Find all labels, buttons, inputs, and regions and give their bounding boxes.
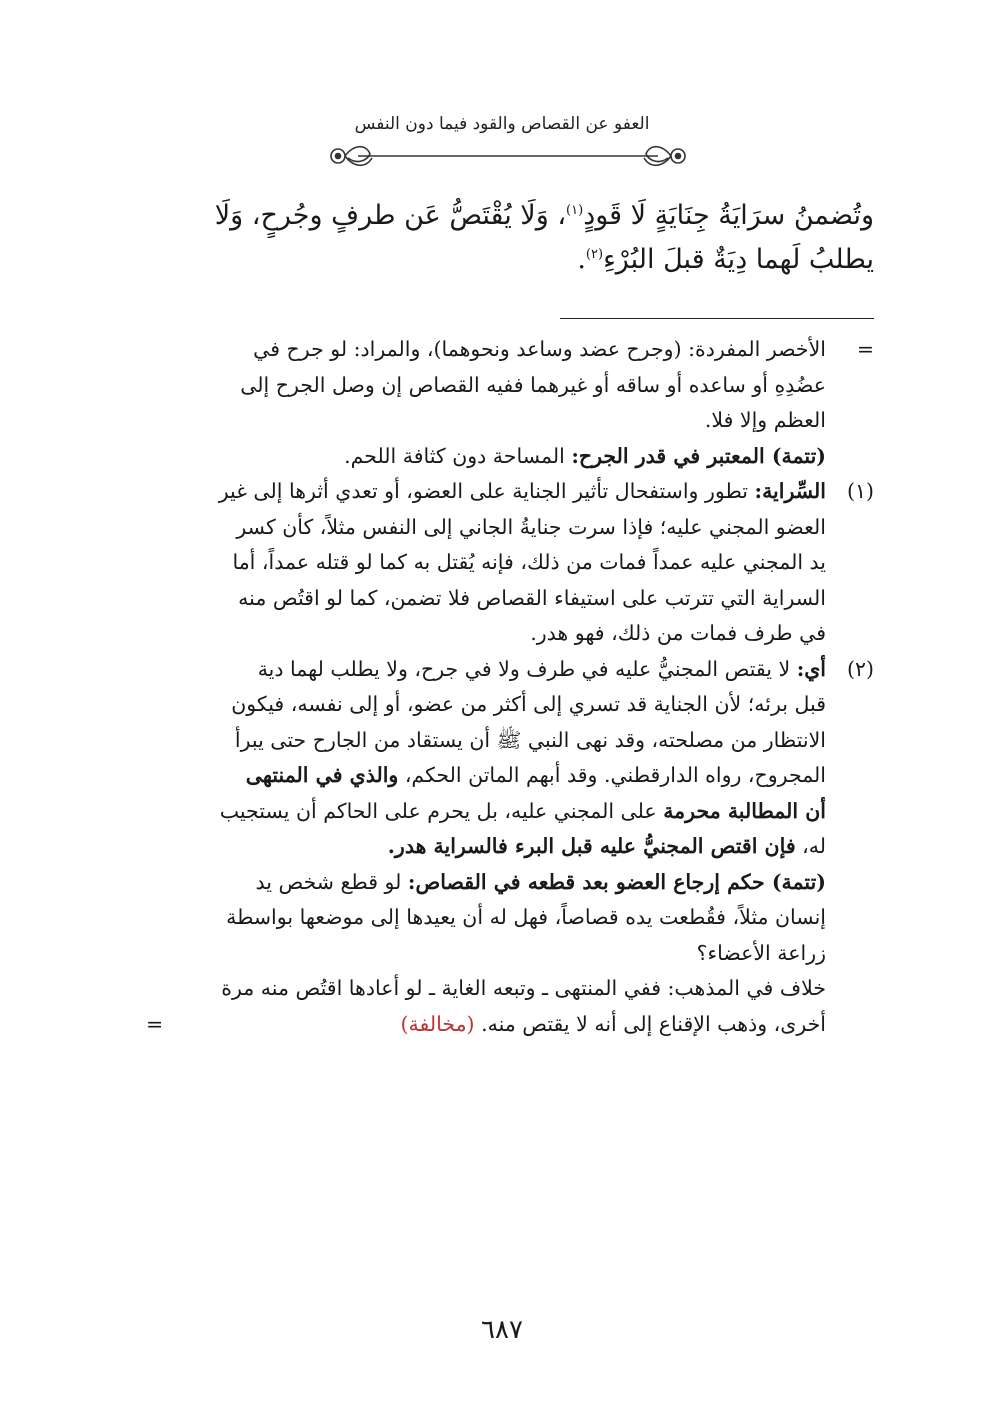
note-line	[130, 581, 874, 617]
note-text: الأخصر المفردة: (وجرح عضد وساعد ونحوهما)، والمراد: لو جرح في	[253, 337, 826, 361]
main-text	[130, 194, 874, 282]
note-text: خلاف في المذهب: ففي المنتهى ـ وتبعه الغاية ـ لو أعادها اقتُص منه مرة	[221, 976, 826, 1000]
note-text: الانتظار من مصلحته، وقد نهى النبي ﷺ أن يستقاد من الجارح حتى يبرأ	[234, 727, 826, 752]
footnote-separator	[560, 318, 874, 319]
note-line	[130, 439, 874, 475]
note-text: العضو المجني عليه؛ فإذا سرت جنايةُ الجاني إلى النفس مثلاً، كأن كسر	[236, 514, 826, 539]
note-line	[130, 545, 874, 581]
note-line	[130, 971, 874, 1007]
footnote-marker-1: (١)	[846, 479, 874, 503]
note-text: لو قطع شخص يد	[255, 869, 408, 894]
note-term: أي:	[796, 656, 826, 681]
footnote-ref-2: (٢)	[585, 247, 604, 262]
note-text: المجروح، رواه الدارقطني. وقد أبهم الماتن الحكم،	[398, 763, 826, 787]
note-line	[130, 368, 874, 404]
footnote-marker-2: (٢)	[846, 656, 874, 681]
note-line	[130, 865, 874, 901]
page-number: ٦٨٧	[481, 1315, 523, 1345]
note-text: لا يقتص المجنيُّ عليه في طرف ولا في جرح، ولا يطلب لهما دية	[257, 656, 797, 681]
note-bold: أن المطالبة محرمة	[663, 798, 826, 823]
note-line	[130, 1007, 874, 1043]
note-text: زراعة الأعضاء؟	[696, 940, 826, 965]
note-text: أخرى، وذهب الإقناع إلى أنه لا يقتص منه.	[474, 1011, 826, 1036]
note-text: في طرف فمات من ذلك، فهو هدر.	[530, 621, 826, 645]
note-line	[130, 687, 874, 723]
header-ornament-icon	[318, 132, 698, 176]
note-text: تطور واستفحال تأثير الجناية على العضو، أو تعدي أثرها إلى غير	[218, 479, 755, 503]
note-text: يد المجني عليه عمداً فمات من ذلك، فإنه يُقتل به كما لو قتله عمداً، أما	[232, 550, 826, 574]
note-line	[130, 332, 874, 368]
note-text: له،	[795, 834, 826, 858]
main-line-2-end: .	[577, 244, 586, 275]
note-line	[130, 829, 874, 865]
note-line	[130, 723, 874, 759]
note-line	[130, 900, 874, 936]
main-line-1	[130, 194, 874, 238]
main-line-1-end: ، وَلَا يُقْتَصُّ عَن طرفٍ وجُرحٍ، وَلَا	[214, 200, 567, 231]
main-line-2	[130, 238, 874, 282]
note-text: السراية التي تترتب على استيفاء القصاص فلا تضمن، كما لو اقتُص منه	[238, 585, 826, 610]
note-line	[130, 474, 874, 510]
note-line	[130, 758, 874, 794]
tatimma-heading: (تتمة) حكم إرجاع العضو بعد قطعه في القصاص:	[407, 869, 826, 894]
footnotes	[130, 332, 874, 1042]
note-line	[130, 794, 874, 830]
note-bold: فإن اقتص المجنيُّ عليه قبل البرء فالسراية هدر.	[387, 834, 796, 858]
note-line	[130, 403, 874, 439]
footnote-ref-1: (١)	[566, 203, 584, 218]
note-text: على المجني عليه، بل يحرم على الحاكم أن يستجيب	[219, 798, 664, 823]
note-line	[130, 652, 874, 688]
running-header	[0, 106, 1004, 176]
main-line-1-text: وتُضمنُ سرَايَةُ جِنَايَةٍ لَا قَودٍ	[583, 200, 874, 231]
note-term: السِّراية:	[754, 479, 826, 503]
continuation-marker-end: =	[146, 1011, 164, 1036]
note-text: المساحة دون كثافة اللحم.	[344, 443, 572, 468]
note-label-red: (مخالفة)	[400, 1011, 475, 1036]
note-line	[130, 936, 874, 972]
continuation-marker: =	[856, 337, 874, 361]
note-text: العظم وإلا فلا.	[704, 408, 826, 432]
note-text: إنسان مثلاً، فقُطعت يده قصاصاً، فهل له أن يعيدها إلى موضعها بواسطة	[226, 905, 826, 929]
note-text: عضُدِهِ أو ساعده أو ساقه أو غيرهما ففيه القصاص إن وصل الجرح إلى	[240, 372, 826, 397]
header-title: العفو عن القصاص والقود فيما دون النفس	[354, 114, 650, 134]
main-line-2-text: يطلبُ لَهما دِيَةٌ قبلَ البُرْءِ	[603, 244, 874, 275]
note-line	[130, 616, 874, 652]
note-text: قبل برئه؛ لأن الجناية قد تسري إلى أكثر من عضو، أو إلى نفسه، فيكون	[231, 692, 826, 716]
note-bold: والذي في المنتهى	[245, 763, 399, 787]
note-line	[130, 510, 874, 546]
tatimma-heading: (تتمة) المعتبر في قدر الجرح:	[571, 443, 826, 468]
